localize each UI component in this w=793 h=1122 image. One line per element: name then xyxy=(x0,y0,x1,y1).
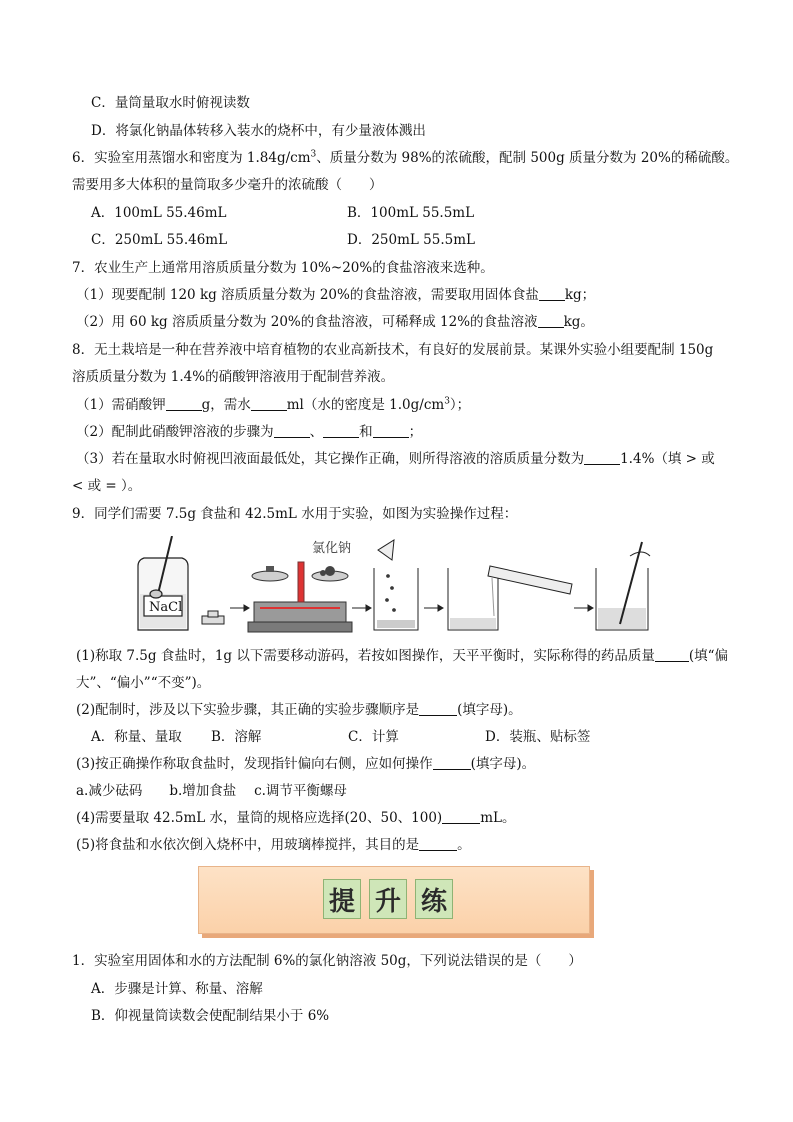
answer-blank xyxy=(251,396,287,411)
p1-option-a: A．步骤是计算、称量、溶解 xyxy=(91,981,263,997)
q7-part1: （1）现要配制 120 kg 溶质质量分数为 20%的食盐溶液，需要取用固体食盐 kg； xyxy=(76,287,596,303)
answer-blank xyxy=(419,836,457,851)
p1-stem: 1．实验室用固体和水的方法配制 6%的氯化钠溶液 50g，下列说法错误的是（ ） xyxy=(72,953,582,969)
q6-option-a: A．100mL 55.46mL xyxy=(91,205,227,221)
arrow-icon xyxy=(230,605,249,611)
arrow-icon xyxy=(424,605,443,611)
balance-label: 氯化钠 xyxy=(312,541,352,556)
q9-option-c: C．计算 xyxy=(348,729,399,745)
q6-option-b: B．100mL 55.5mL xyxy=(347,205,475,221)
bottle-label: NaCl xyxy=(149,600,183,615)
answer-blank xyxy=(584,450,620,465)
answer-blank xyxy=(419,701,457,716)
q8-part1: （1）需硝酸钾 g，需水 ml（水的密度是 $1.0g/cm^3$）； xyxy=(76,396,471,413)
p1-option-b: B．仰视量筒读数会使配制结果小于 6% xyxy=(91,1008,330,1024)
q6-stem-1: 6．实验室用蒸馏水和密度为 $1.84g/cm^3$、质量分数为 98%的浓硫酸，配制 500g 质量分数为 20%的稀硫酸。 xyxy=(72,149,739,166)
q7-stem: 7．农业生产上通常用溶质质量分数为 10%~20%的食盐溶液来选种。 xyxy=(72,260,494,276)
q5-option-d: D．将氯化钠晶体转移入装水的烧杯中，有少量液体溅出 xyxy=(91,123,426,139)
weight-block xyxy=(202,611,224,624)
answer-blank xyxy=(274,423,310,438)
q8-stem-2: 溶质质量分数为 1.4%的硝酸钾溶液用于配制营养液。 xyxy=(72,369,395,385)
q5-option-c: C．量筒量取水时俯视读数 xyxy=(91,95,250,111)
section-banner xyxy=(198,866,594,937)
answer-blank xyxy=(655,647,689,662)
beaker-adding-salt xyxy=(374,540,418,630)
banner-char: 练 xyxy=(415,879,453,919)
answer-blank xyxy=(166,396,202,411)
answer-blank xyxy=(323,423,359,438)
q9-option-b: B．溶解 xyxy=(211,729,262,745)
q6-option-c: C．250mL 55.46mL xyxy=(91,232,228,248)
answer-blank xyxy=(373,423,409,438)
arrow-icon xyxy=(574,605,593,611)
q8-part3: （3）若在量取水时俯视凹液面最低处，其它操作正确，则所得溶液的溶质质量分数为 1.4%（填 > 或 xyxy=(76,451,715,467)
q6-stem-2: 需要用多大体积的量筒取多少毫升的浓硫酸（ ） xyxy=(72,177,383,193)
q9-part4: (4)需要量取 42.5mL 水，量筒的规格应选择(20、50、100) mL。 xyxy=(76,810,516,826)
experiment-figure xyxy=(130,536,660,636)
q9-option-d: D．装瓶、贴标签 xyxy=(485,729,591,745)
beaker-pouring-water xyxy=(448,566,572,630)
q9-part2: (2)配制时，涉及以下实验步骤，其正确的实验步骤顺序是 (填字母)。 xyxy=(76,702,522,718)
q8-stem-1: 8．无土栽培是一种在营养液中培育植物的农业高新技术，有良好的发展前景。某课外实验小组要配制 150g xyxy=(72,342,714,358)
q9-part1-cont: 大”、“偏小”“不变”)。 xyxy=(76,675,211,691)
beaker-stirring xyxy=(596,542,650,630)
q9-part3-options: a.减少砝码 b.增加食盐 c.调节平衡螺母 xyxy=(76,783,347,799)
reagent-bottle xyxy=(138,536,188,630)
q8-part2: （2）配制此硝酸钾溶液的步骤为 、 和 ； xyxy=(76,424,423,440)
answer-blank xyxy=(538,313,564,328)
q6-option-d: D．250mL 55.5mL xyxy=(347,232,475,248)
q7-part2: （2）用 60 kg 溶质质量分数为 20%的食盐溶液，可稀释成 12%的食盐溶液 kg。 xyxy=(76,314,594,330)
banner-char: 升 xyxy=(369,879,407,919)
q9-option-a: A．称量、量取 xyxy=(91,729,182,745)
answer-blank xyxy=(539,286,565,301)
answer-blank xyxy=(442,809,480,824)
q9-part5: (5)将食盐和水依次倒入烧杯中，用玻璃棒搅拌，其目的是 。 xyxy=(76,837,471,853)
banner-char: 提 xyxy=(323,879,361,919)
q9-stem: 9．同学们需要 7.5g 食盐和 42.5mL 水用于实验，如图为实验操作过程： xyxy=(72,506,518,522)
q9-part3: (3)按正确操作称取食盐时，发现指针偏向右侧，应如何操作 (填字母)。 xyxy=(76,756,536,772)
q8-part3-cont: < 或 = ）。 xyxy=(72,478,142,494)
arrow-icon xyxy=(352,605,371,611)
balance-scale xyxy=(248,562,352,632)
q9-part1: (1)称取 7.5g 食盐时，1g 以下需要移动游码，若按如图操作，天平平衡时，实际称得的药品质量 (填“偏 xyxy=(76,648,729,664)
answer-blank xyxy=(433,755,471,770)
